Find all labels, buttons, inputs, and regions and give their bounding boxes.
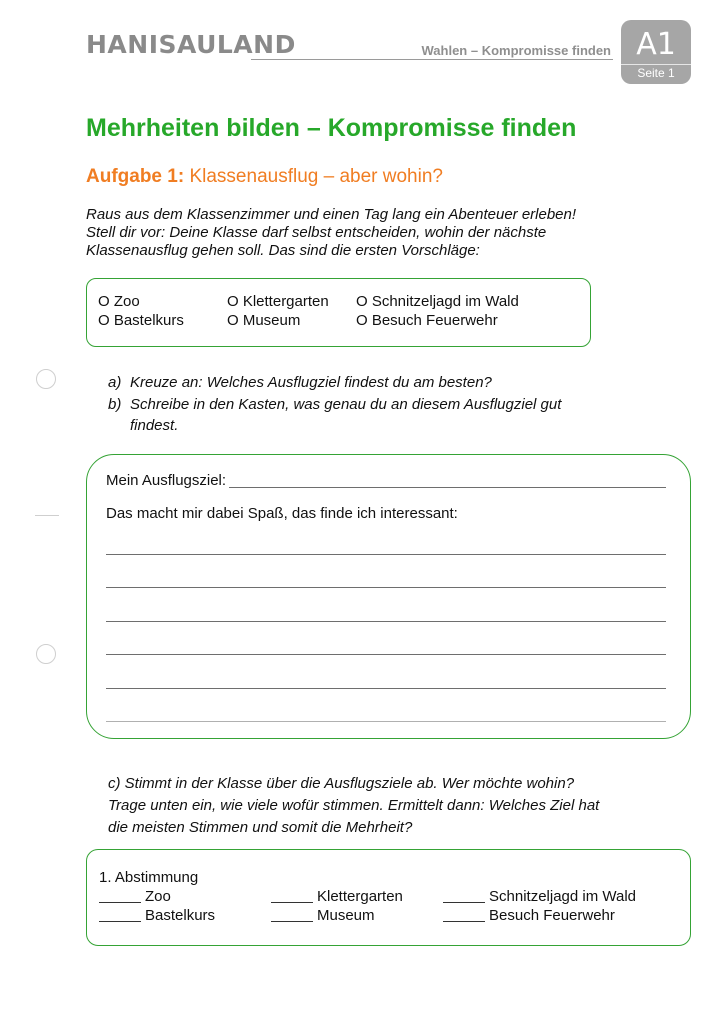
intro-line: Stell dir vor: Deine Klasse darf selbst entscheiden, wohin der nächste bbox=[86, 224, 547, 241]
vote-item-label: Klettergarten bbox=[317, 888, 403, 905]
fold-mark bbox=[35, 515, 59, 516]
answer-line[interactable] bbox=[106, 721, 666, 722]
vote-item-label: Bastelkurs bbox=[145, 907, 216, 924]
vote-count-field[interactable] bbox=[99, 888, 141, 903]
answer-line[interactable] bbox=[106, 554, 666, 555]
vote-item-label: Schnitzeljagd im Wald bbox=[489, 888, 637, 905]
task-label: Aufgabe 1: bbox=[86, 166, 185, 187]
answer-line[interactable] bbox=[106, 621, 666, 622]
vote-item-klettergarten bbox=[271, 888, 403, 905]
vote-count-field[interactable] bbox=[443, 888, 485, 903]
vote-count-field[interactable] bbox=[271, 907, 313, 922]
answer-box bbox=[86, 454, 691, 739]
instruction-c-line: Trage unten ein, wie viele wofür stimmen. Ermittelt dann: Welches Ziel hat bbox=[108, 797, 600, 814]
vote-title: 1. Abstimmung bbox=[99, 869, 199, 886]
intro-line: Raus aus dem Klassenzimmer und einen Tag lang ein Abenteuer erleben! bbox=[86, 206, 577, 223]
vote-item-label: Museum bbox=[317, 907, 375, 924]
instruction-b-text: Schreibe in den Kasten, was genau du an diesem Ausflugziel gut bbox=[130, 396, 562, 413]
option-klettergarten[interactable]: O Klettergarten bbox=[227, 293, 329, 310]
fun-label: Das macht mir dabei Spaß, das finde ich interessant: bbox=[106, 505, 458, 522]
header-title: Wahlen – Kompromisse finden bbox=[421, 43, 611, 58]
vote-item-label: Zoo bbox=[145, 888, 171, 905]
option-feuerwehr[interactable]: O Besuch Feuerwehr bbox=[356, 312, 498, 329]
level-badge bbox=[621, 20, 691, 84]
instruction-c-line: c) Stimmt in der Klasse über die Ausflugsziele ab. Wer möchte wohin? bbox=[108, 775, 575, 792]
vote-item-bastelkurs bbox=[99, 907, 215, 924]
destination-input-line[interactable] bbox=[229, 487, 666, 488]
intro-text bbox=[86, 206, 646, 260]
instruction-c-line: die meisten Stimmen und somit die Mehrheit? bbox=[108, 819, 413, 836]
hanisauland-logo: HANISAULAND bbox=[86, 30, 296, 59]
punch-hole-mark bbox=[36, 369, 56, 389]
option-zoo[interactable]: O Zoo bbox=[98, 293, 140, 310]
punch-hole-mark bbox=[36, 644, 56, 664]
vote-item-feuerwehr bbox=[443, 907, 615, 924]
answer-line[interactable] bbox=[106, 587, 666, 588]
vote-item-museum bbox=[271, 907, 375, 924]
badge-divider bbox=[621, 64, 691, 65]
instruction-c bbox=[108, 773, 599, 839]
answer-line[interactable] bbox=[106, 688, 666, 689]
instruction-b-continued: findest. bbox=[130, 417, 179, 434]
options-box bbox=[86, 278, 591, 347]
answer-line[interactable] bbox=[106, 654, 666, 655]
page-number: Seite 1 bbox=[637, 66, 675, 80]
instruction-a-text: Kreuze an: Welches Ausflugziel findest du am besten? bbox=[130, 374, 492, 391]
header-divider bbox=[251, 59, 613, 60]
task-heading bbox=[86, 166, 443, 188]
vote-item-schnitzeljagd bbox=[443, 888, 636, 905]
vote-count-field[interactable] bbox=[99, 907, 141, 922]
intro-line: Klassenausflug gehen soll. Das sind die ersten Vorschläge: bbox=[86, 242, 480, 259]
page-title: Mehrheiten bilden – Kompromisse finden bbox=[86, 114, 577, 142]
instruction-b bbox=[108, 394, 561, 415]
instruction-a bbox=[108, 372, 492, 393]
vote-box bbox=[86, 849, 691, 946]
option-bastelkurs[interactable]: O Bastelkurs bbox=[98, 312, 184, 329]
option-schnitzeljagd[interactable]: O Schnitzeljagd im Wald bbox=[356, 293, 519, 310]
destination-label: Mein Ausflugsziel: bbox=[106, 472, 227, 489]
instruction-b-label: b) bbox=[108, 396, 122, 413]
task-title: Klassenausflug – aber wohin? bbox=[189, 166, 443, 187]
level-label: A1 bbox=[636, 27, 676, 62]
vote-item-label: Besuch Feuerwehr bbox=[489, 907, 615, 924]
vote-count-field[interactable] bbox=[443, 907, 485, 922]
vote-item-zoo bbox=[99, 888, 171, 905]
instruction-a-label: a) bbox=[108, 374, 122, 391]
vote-count-field[interactable] bbox=[271, 888, 313, 903]
option-museum[interactable]: O Museum bbox=[227, 312, 301, 329]
